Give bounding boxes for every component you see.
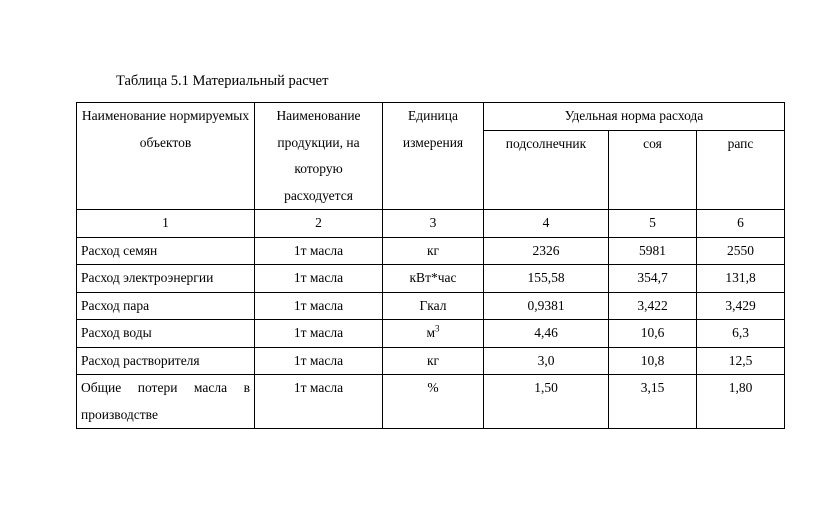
row-object: Расход электроэнергии [77, 265, 255, 293]
row-unit: Гкал [383, 292, 484, 320]
table-row [77, 375, 785, 429]
row-product: 1т масла [255, 347, 383, 375]
row-soy: 3,15 [609, 375, 697, 429]
table-row [77, 347, 785, 375]
row-sunflower: 4,46 [484, 320, 609, 348]
row-sunflower: 2326 [484, 237, 609, 265]
row-unit: кВт*час [383, 265, 484, 293]
column-number: 4 [484, 210, 609, 238]
header-sunflower: подсолнечник [484, 131, 609, 210]
material-calculation-table [76, 102, 785, 429]
row-unit: кг [383, 237, 484, 265]
row-product: 1т масла [255, 237, 383, 265]
row-rapeseed: 131,8 [697, 265, 785, 293]
row-rapeseed: 1,80 [697, 375, 785, 429]
column-number: 5 [609, 210, 697, 238]
row-product: 1т масла [255, 292, 383, 320]
table-row [77, 265, 785, 293]
row-object: Расход пара [77, 292, 255, 320]
table-row [77, 237, 785, 265]
row-sunflower: 1,50 [484, 375, 609, 429]
row-soy: 10,8 [609, 347, 697, 375]
table-row [77, 292, 785, 320]
column-numbers-row [77, 210, 785, 238]
row-soy: 10,6 [609, 320, 697, 348]
row-rapeseed: 2550 [697, 237, 785, 265]
row-sunflower: 3,0 [484, 347, 609, 375]
column-number: 1 [77, 210, 255, 238]
row-unit [383, 320, 484, 348]
row-product: 1т масла [255, 320, 383, 348]
header-product: Наименование продукции, на которую расходуется [255, 103, 383, 210]
table-row [77, 320, 785, 348]
row-rapeseed: 12,5 [697, 347, 785, 375]
row-rapeseed: 6,3 [697, 320, 785, 348]
row-sunflower: 155,58 [484, 265, 609, 293]
unit-text: м [426, 325, 436, 340]
header-soy: соя [609, 131, 697, 210]
row-sunflower: 0,9381 [484, 292, 609, 320]
row-object: Расход воды [77, 320, 255, 348]
header-norm: Удельная норма расхода [484, 103, 785, 131]
row-product: 1т масла [255, 375, 383, 429]
column-number: 6 [697, 210, 785, 238]
row-unit: % [383, 375, 484, 429]
header-object: Наименование нормируемых объектов [77, 103, 255, 210]
column-number: 3 [383, 210, 484, 238]
header-rapeseed: рапс [697, 131, 785, 210]
row-soy: 5981 [609, 237, 697, 265]
column-number: 2 [255, 210, 383, 238]
unit-superscript: 3 [435, 323, 440, 334]
row-soy: 354,7 [609, 265, 697, 293]
row-object: Расход растворителя [77, 347, 255, 375]
header-unit: Единица измерения [383, 103, 484, 210]
row-rapeseed: 3,429 [697, 292, 785, 320]
row-unit: кг [383, 347, 484, 375]
row-object: Расход семян [77, 237, 255, 265]
row-product: 1т масла [255, 265, 383, 293]
row-soy: 3,422 [609, 292, 697, 320]
row-object: Общие потери масла в производстве [77, 375, 255, 429]
table-caption: Таблица 5.1 Материальный расчет [116, 73, 329, 89]
